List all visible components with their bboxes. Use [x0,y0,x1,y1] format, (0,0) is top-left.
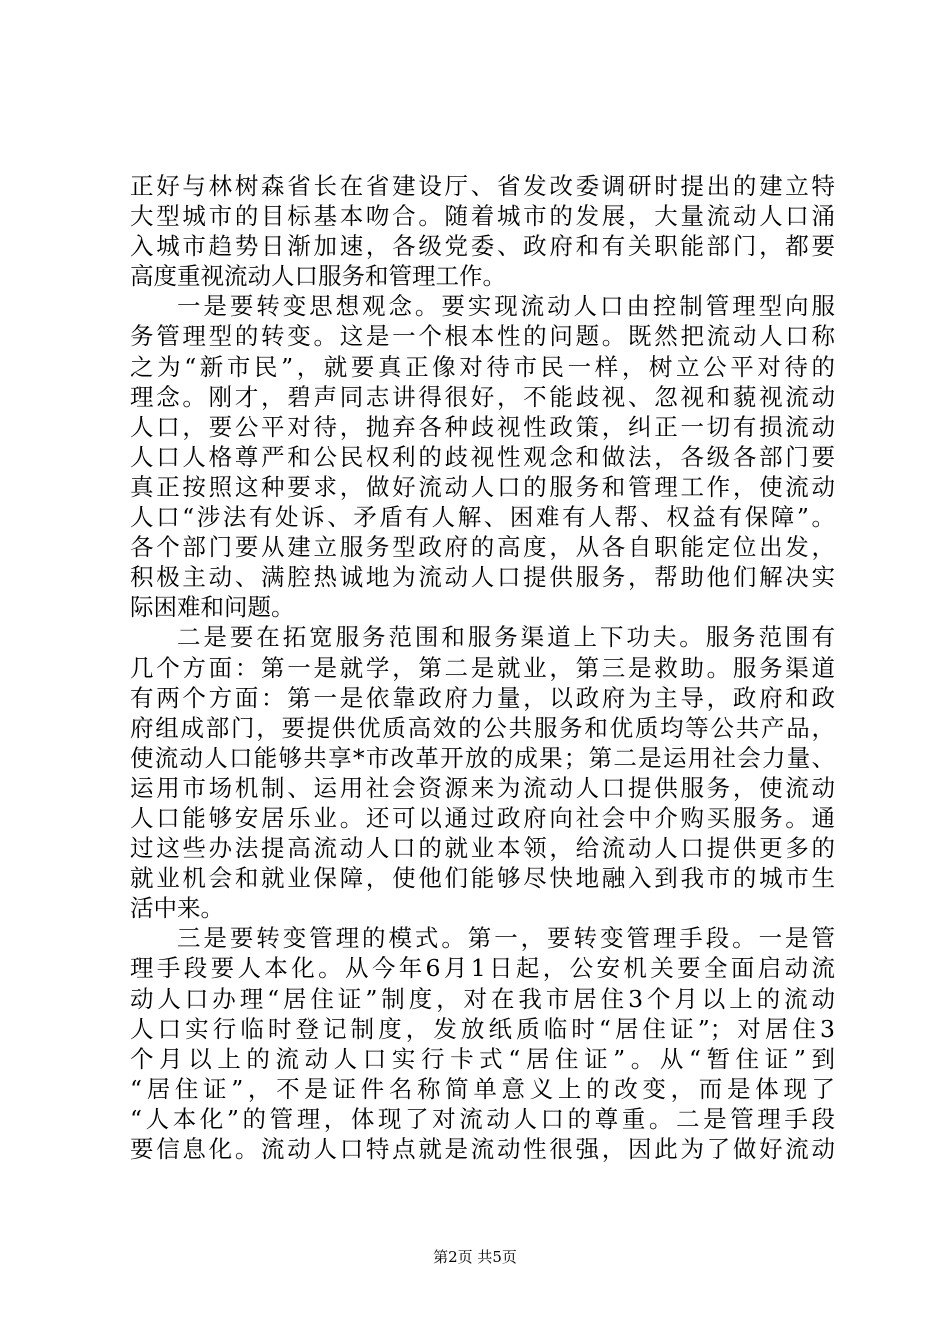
text-line: 理念。刚才，碧声同志讲得很好，不能歧视、忽视和藐视流动 [130,382,835,411]
paragraph-first-line: 一是要转变思想观念。要实现流动人口由控制管理型向服 [177,292,835,321]
page-number: 第2页 共5页 [433,1248,517,1266]
text-line: 就业机会和就业保障，使他们能够尽快地融入到我市的城市生 [130,864,835,893]
text-line: 动人口办理“居住证”制度，对在我市居住3个月以上的流动 [130,984,835,1013]
text-line: 高度重视流动人口服务和管理工作。 [130,262,506,291]
text-line: 大型城市的目标基本吻合。随着城市的发展，大量流动人口涌 [130,202,835,231]
text-line: 运用市场机制、运用社会资源来为流动人口提供服务，使流动 [130,773,835,802]
text-line: 人口“涉法有处诉、矛盾有人解、困难有人帮、权益有保障”。 [130,503,835,532]
text-line: 正好与林树森省长在省建设厅、省发改委调研时提出的建立特 [130,172,835,200]
text-line: 积极主动、满腔热诚地为流动人口提供服务，帮助他们解决实 [130,563,835,592]
text-line: 务管理型的转变。这是一个根本性的问题。既然把流动人口称 [130,322,835,351]
text-line: 理手段要人本化。从今年6月1日起，公安机关要全面启动流 [130,954,835,983]
text-line: 各个部门要从建立服务型政府的高度，从各自职能定位出发， [130,533,835,562]
text-line: 活中来。 [130,894,224,923]
text-line: 过这些办法提高流动人口的就业本领，给流动人口提供更多的 [130,834,835,863]
text-line: 真正按照这种要求，做好流动人口的服务和管理工作，使流动 [130,472,835,501]
text-line: 有两个方面：第一是依靠政府力量，以政府为主导，政府和政 [130,683,835,712]
page-footer [0,1247,950,1267]
text-line: “人本化”的管理，体现了对流动人口的尊重。二是管理手段 [130,1104,835,1133]
text-line: 使流动人口能够共享*市改革开放的成果；第二是运用社会力量、 [130,743,835,772]
text-line: 要信息化。流动人口特点就是流动性很强，因此为了做好流动 [130,1135,835,1163]
text-line: “居住证”，不是证件名称简单意义上的改变，而是体现了 [130,1074,835,1103]
paragraph-first-line: 二是要在拓宽服务范围和服务渠道上下功夫。服务范围有 [177,623,835,652]
text-line: 个月以上的流动人口实行卡式“居住证”。从“暂住证”到 [130,1044,835,1073]
text-line: 人口，要公平对待，抛弃各种歧视性政策，纠正一切有损流动 [130,412,835,441]
text-line: 府组成部门，要提供优质高效的公共服务和优质均等公共产品， [130,713,835,742]
text-line: 人口实行临时登记制度，发放纸质临时“居住证”；对居住3 [130,1014,835,1043]
text-line: 入城市趋势日渐加速，各级党委、政府和有关职能部门，都要 [130,232,835,261]
paragraph-first-line: 三是要转变管理的模式。第一，要转变管理手段。一是管 [177,924,835,953]
text-line: 之为“新市民”，就要真正像对待市民一样，树立公平对待的 [130,352,835,381]
body-text [130,171,835,1164]
text-line: 际困难和问题。 [130,593,295,622]
text-line: 几个方面：第一是就学，第二是就业，第三是救助。服务渠道 [130,653,835,682]
text-line: 人口人格尊严和公民权利的歧视性观念和做法，各级各部门要 [130,442,835,471]
text-line: 人口能够安居乐业。还可以通过政府向社会中介购买服务。通 [130,803,835,832]
